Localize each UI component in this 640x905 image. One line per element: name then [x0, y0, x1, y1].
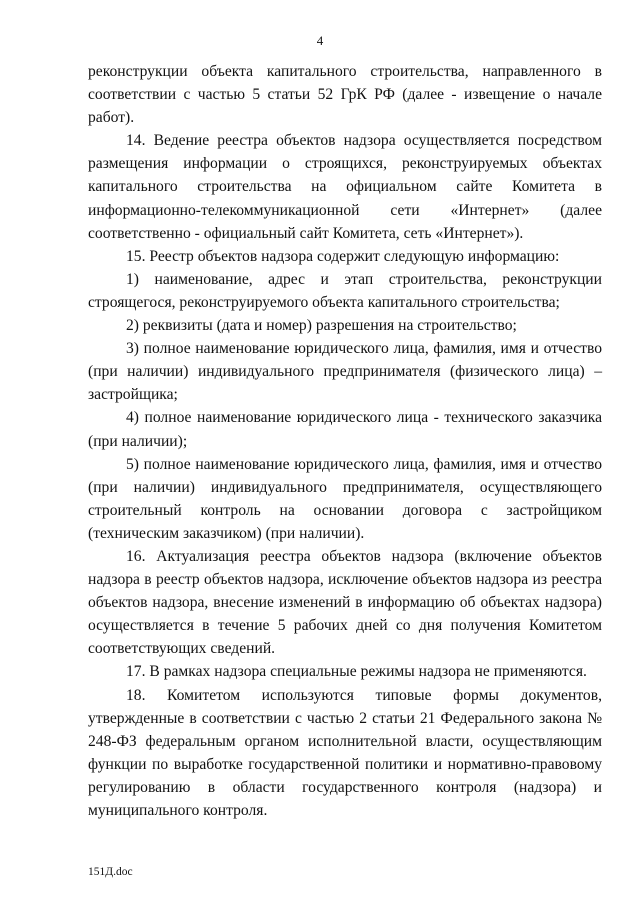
page-number: 4 [316, 33, 324, 48]
paragraph-16: 16. Актуализация реестра объектов надзора (включение объектов надзора в реестр объектов надзора, исключение объектов надзора из реестра объектов надзора, внесение изменений в информацию об объектах надзора) осуществляется в течение 5 рабочих дней со дня получения Комитетом соответствующих сведений. [88, 547, 602, 658]
paragraph-17: 17. В рамках надзора специальные режимы надзора не применяются. [126, 663, 587, 681]
list-item-5: 5) полное наименование юридического лица, фамилия, имя и отчество (при наличии) индивидуального предпринимателя, осуществляющего строительный контроль на основании договора с застройщиком (техническим заказчиком) (при наличии). [88, 455, 602, 542]
paragraph-continuation: реконструкции объекта капитального строительства, направленного в соответствии с частью 5 статьи 52 ГрК РФ (далее - извещение о начале работ). [88, 63, 602, 127]
list-item-2: 2) реквизиты (дата и номер) разрешения на строительство; [126, 317, 517, 335]
list-item-3: 3) полное наименование юридического лица, фамилия, имя и отчество (при наличии) индивидуального предпринимателя (физического лица) – застройщика; [88, 340, 602, 404]
paragraph-18: 18. Комитетом используются типовые формы документов, утвержденные в соответствии с частью 2 статьи 21 Федерального закона № 248-ФЗ федеральным органом исполнительной власти, осуществляющим функции по выработке государственной политики и нормативно-правовому регулированию в области государственного контроля (надзора) и муниципального контроля. [88, 686, 602, 819]
list-item-1: 1) наименование, адрес и этап строительства, реконструкции строящегося, реконструируемого объекта капитального строительства; [88, 270, 602, 311]
file-name-footer: 151Д.doc [88, 866, 133, 878]
list-item-4: 4) полное наименование юридического лица - технического заказчика (при наличии); [88, 409, 602, 450]
paragraph-14: 14. Ведение реестра объектов надзора осуществляется посредством размещения информации о строящихся, реконструируемых объектах капитального строительства на официальном сайте Комитета в информационно-телекоммуникационной сети «Интернет» (далее соответственно - официальный сайт Комитета, сеть «Интернет»). [88, 132, 602, 242]
document-body [88, 60, 602, 822]
paragraph-15: 15. Реестр объектов надзора содержит следующую информацию: [126, 247, 560, 265]
